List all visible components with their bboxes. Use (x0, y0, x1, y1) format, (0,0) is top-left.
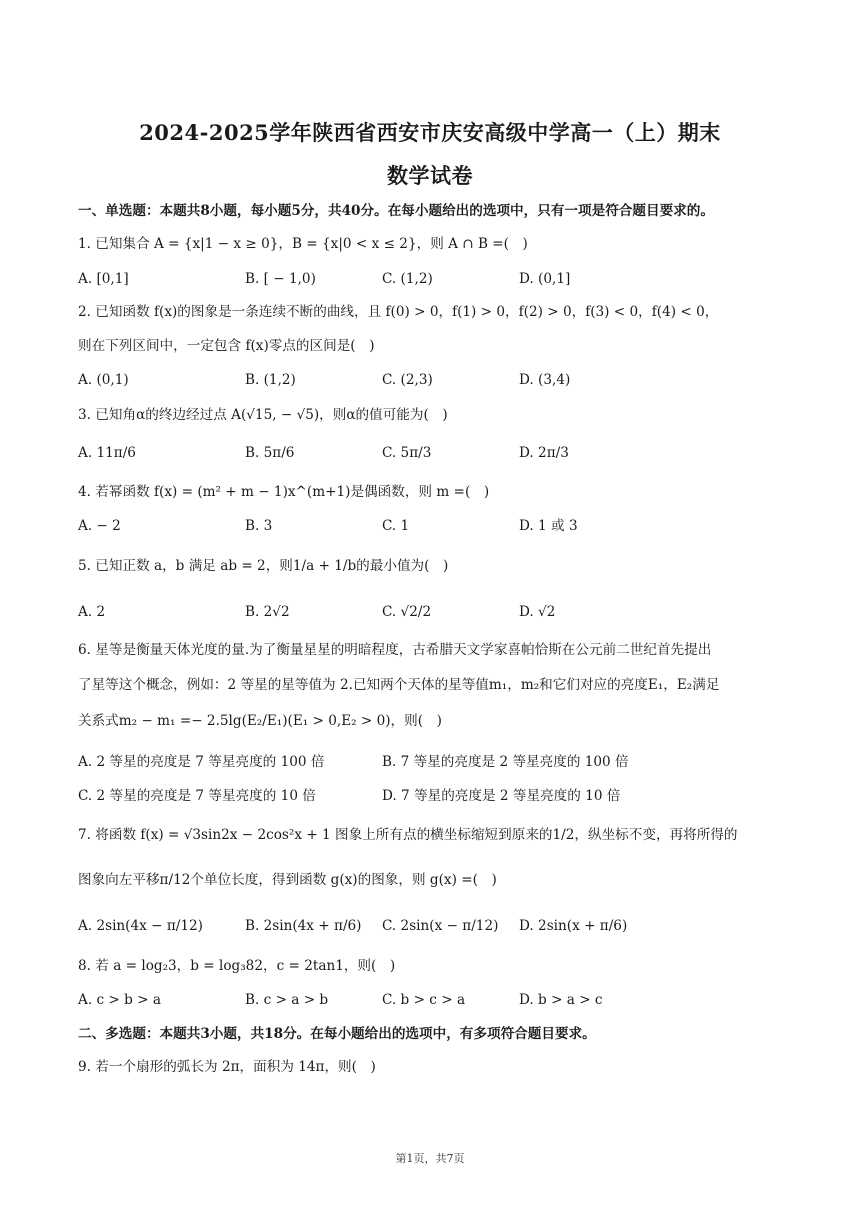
question-1-option-b: B. [ − 1,0) (245, 271, 316, 287)
question-8-option-d: D. b > a > c (519, 992, 603, 1008)
question-1-option-a: A. [0,1] (78, 271, 129, 287)
question-3-option-d: D. 2π/3 (519, 445, 569, 461)
question-3-option-b: B. 5π/6 (245, 445, 295, 461)
page-footer: 第1页，共7页 (395, 1152, 465, 1165)
question-2-stem-line-2: 则在下列区间中，一定包含 f(x)零点的区间是( ) (78, 338, 375, 354)
question-5-stem: 5. 已知正数 a，b 满足 ab = 2，则1/a + 1/b的最小值为( ) (78, 558, 449, 574)
question-4-option-d: D. 1 或 3 (519, 518, 578, 534)
exam-subtitle: 数学试卷 (387, 163, 473, 188)
question-7-option-b: B. 2sin(4x + π/6) (245, 918, 362, 934)
question-8-option-c: C. b > c > a (382, 992, 466, 1008)
question-8-option-a: A. c > b > a (78, 992, 161, 1008)
section-single-choice-heading: 一、单选题：本题共8小题，每小题5分，共40分。在每小题给出的选项中，只有一项是符合题目要求的。 (78, 203, 714, 219)
question-6-option-c: C. 2 等星的亮度是 7 等星亮度的 10 倍 (78, 788, 316, 804)
question-6-stem-line-2: 了星等这个概念，例如：2 等星的星等值为 2.已知两个天体的星等值m₁，m₂和它们对应的亮度E₁，E₂满足 (78, 677, 720, 693)
question-2-option-a: A. (0,1) (78, 372, 129, 388)
question-5-option-c: C. √2/2 (382, 604, 432, 620)
exam-title: 2024-2025学年陕西省西安市庆安高级中学高一（上）期末 (139, 120, 721, 145)
question-4-stem: 4. 若幂函数 f(x) = (m² + m − 1)x^(m+1)是偶函数，则 m =( ) (78, 484, 490, 500)
question-8-stem: 8. 若 a = log₂3，b = log₃82，c = 2tan1，则( ) (78, 958, 396, 974)
question-7-option-c: C. 2sin(x − π/12) (382, 918, 499, 934)
question-4-option-b: B. 3 (245, 518, 273, 534)
question-8-option-b: B. c > a > b (245, 992, 329, 1008)
question-2-stem-line-1: 2. 已知函数 f(x)的图象是一条连续不断的曲线，且 f(0) > 0，f(1) > 0，f(2) > 0，f(3) < 0，f(4) < 0， (78, 304, 719, 320)
question-1-option-c: C. (1,2) (382, 271, 433, 287)
question-7-option-d: D. 2sin(x + π/6) (519, 918, 628, 934)
question-5-option-d: D. √2 (519, 604, 556, 620)
question-7-option-a: A. 2sin(4x − π/12) (78, 918, 203, 934)
question-3-stem: 3. 已知角α的终边经过点 A(√15, − √5)，则α的值可能为( ) (78, 407, 448, 423)
question-3-option-c: C. 5π/3 (382, 445, 432, 461)
question-7-stem-line-2: 图象向左平移π/12个单位长度，得到函数 g(x)的图象，则 g(x) =( ) (78, 872, 497, 888)
question-4-option-c: C. 1 (382, 518, 410, 534)
question-6-option-b: B. 7 等星的亮度是 2 等星亮度的 100 倍 (382, 754, 629, 770)
question-1-option-d: D. (0,1] (519, 271, 571, 287)
question-4-option-a: A. − 2 (78, 518, 121, 534)
question-1-stem: 1. 已知集合 A = {x|1 − x ≥ 0}，B = {x|0 < x ≤ 2}，则 A ∩ B =( ) (78, 236, 528, 252)
question-6-option-a: A. 2 等星的亮度是 7 等星亮度的 100 倍 (78, 754, 325, 770)
question-7-stem-line-1: 7. 将函数 f(x) = √3sin2x − 2cos²x + 1 图象上所有点的横坐标缩短到原来的1/2，纵坐标不变，再将所得的 (78, 827, 738, 843)
question-2-option-b: B. (1,2) (245, 372, 296, 388)
question-2-option-d: D. (3,4) (519, 372, 571, 388)
question-6-stem-line-1: 6. 星等是衡量天体光度的量.为了衡量星星的明暗程度，古希腊天文学家喜帕恰斯在公元前二世纪首先提出 (78, 642, 712, 658)
question-2-option-c: C. (2,3) (382, 372, 433, 388)
question-3-option-a: A. 11π/6 (78, 445, 136, 461)
question-9-stem: 9. 若一个扇形的弧长为 2π，面积为 14π，则( ) (78, 1059, 376, 1075)
question-5-option-a: A. 2 (78, 604, 106, 620)
question-6-stem-line-3: 关系式m₂ − m₁ =− 2.5lg(E₂/E₁)(E₁ > 0,E₂ > 0)，则( ) (78, 713, 442, 729)
question-5-option-b: B. 2√2 (245, 604, 290, 620)
section-multi-choice-heading: 二、多选题：本题共3小题，共18分。在每小题给出的选项中，有多项符合题目要求。 (78, 1026, 596, 1042)
question-6-option-d: D. 7 等星的亮度是 2 等星亮度的 10 倍 (382, 788, 621, 804)
